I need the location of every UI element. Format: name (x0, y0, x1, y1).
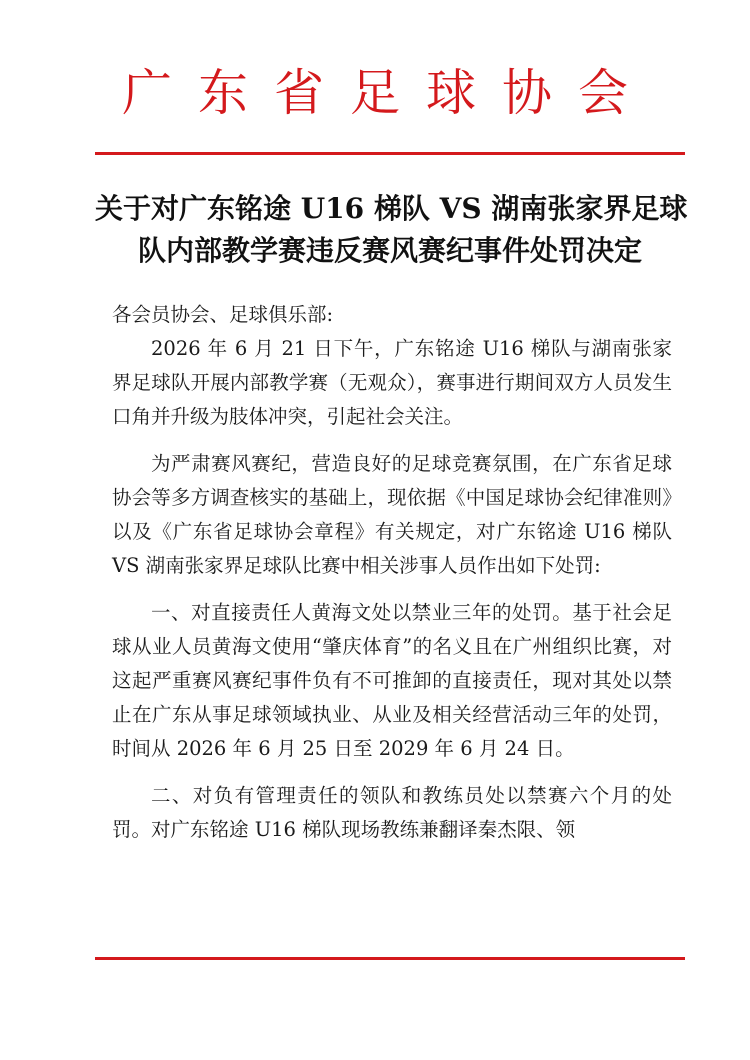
letterhead-red-rule (95, 152, 685, 155)
paragraph-basis: 为严肃赛风赛纪，营造良好的足球竞赛氛围，在广东省足球协会等多方调查核实的基础上，现依据《中国足球协会纪律准则》以及《广东省足球协会章程》有关规定，对广东铭途 U16 梯队 VS 湖南张家界足球队比赛中相关涉事人员作出如下处罚: (112, 452, 672, 577)
paragraph-incident: 2026 年 6 月 21 日下午，广东铭途 U16 梯队与湖南张家界足球队开展内部教学赛（无观众），赛事进行期间双方人员发生口角并升级为肢体冲突，引起社会关注。 (112, 337, 672, 428)
paragraph-penalty-one: 一、对直接责任人黄海文处以禁业三年的处罚。基于社会足球从业人员黄海文使用“肇庆体育”的名义且在广州组织比赛，对这起严重赛风赛纪事件负有不可推卸的直接责任，现对其处以禁止在广东从事足球领域执业、从业及相关经营活动三年的处罚，时间从 2026 年 6 月 25 日至 2029 年 6 月 24 日。 (112, 601, 672, 760)
footer-red-rule (95, 957, 685, 960)
document-title-line-1: 关于对广东铭途 U16 梯队 VS 湖南张家界足球 (95, 192, 688, 225)
paragraph-penalty-two: 二、对负有管理责任的领队和教练员处以禁赛六个月的处罚。对广东铭途 U16 梯队现场教练兼翻译秦杰限、领 (112, 784, 672, 841)
document-body (112, 298, 672, 860)
document-title-line-2: 队内部教学赛违反赛风赛纪事件处罚决定 (137, 234, 642, 267)
salutation: 各会员协会、足球俱乐部: (112, 303, 334, 326)
letterhead-org-name: 广东省足球协会 (122, 64, 654, 122)
document-title (95, 188, 688, 272)
